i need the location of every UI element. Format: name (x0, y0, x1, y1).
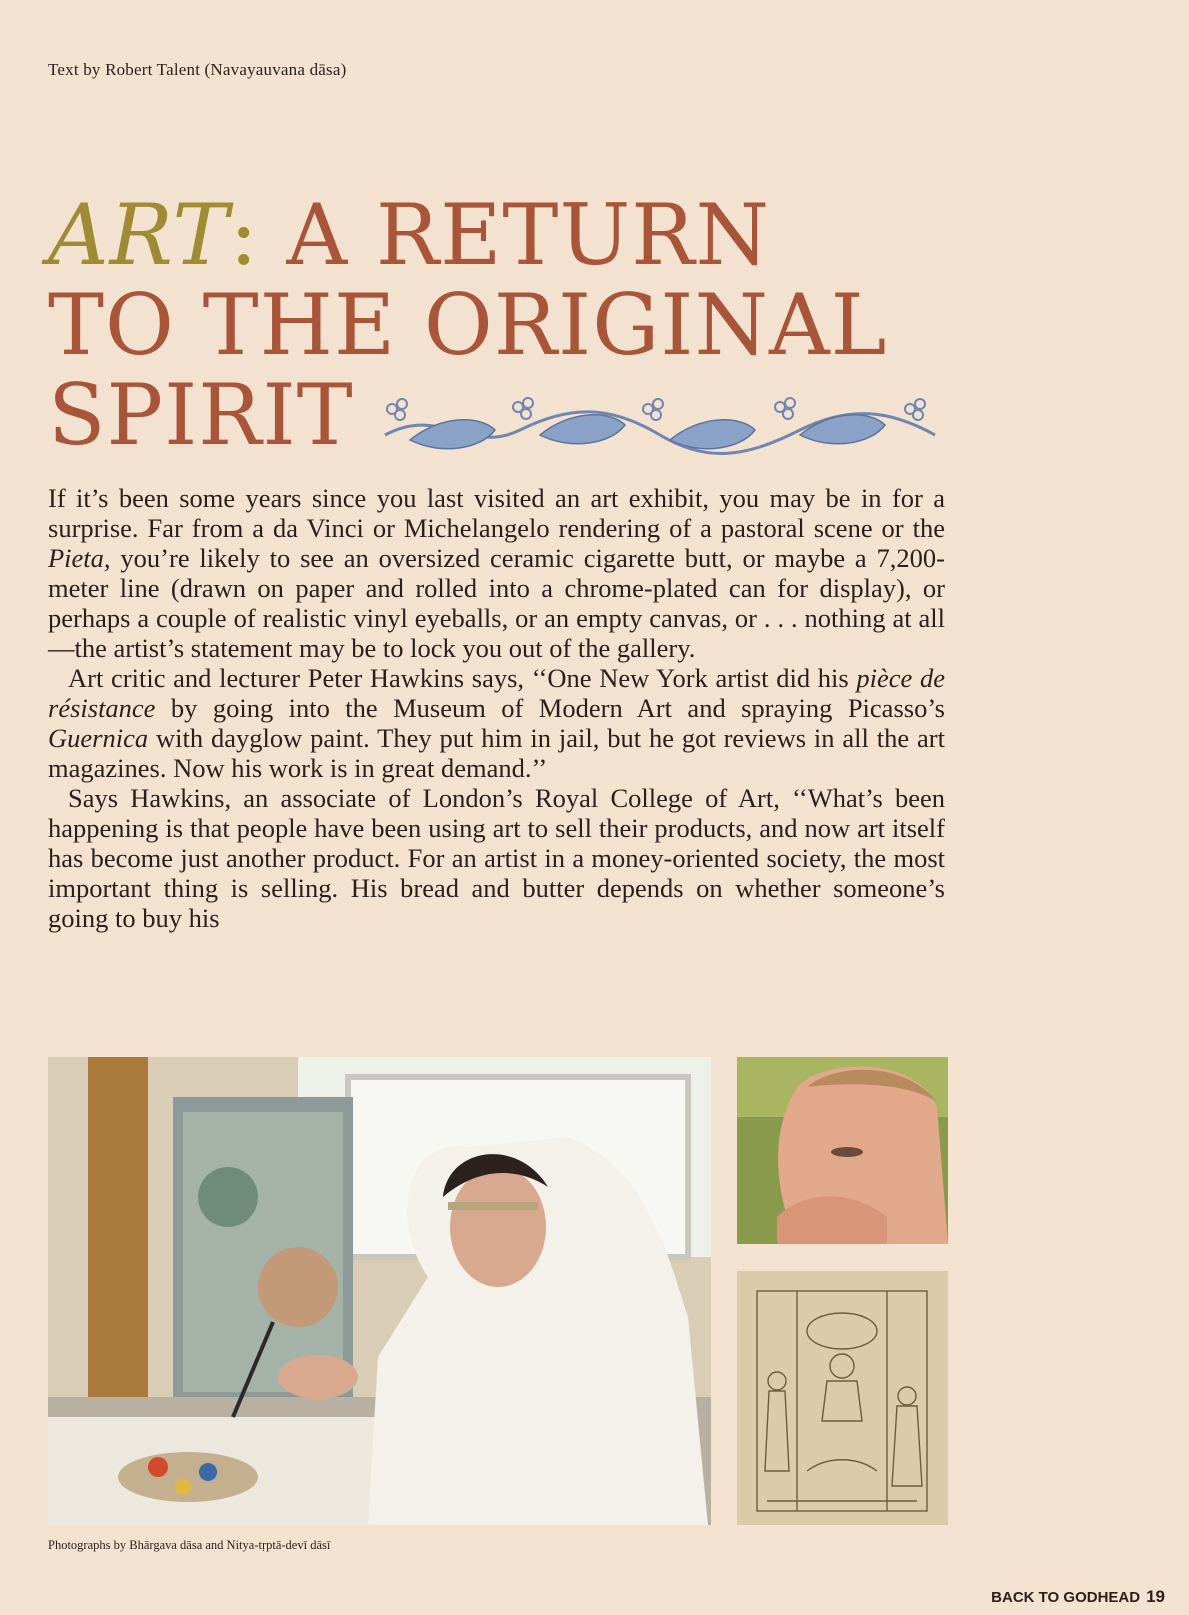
title-colon: : (229, 186, 259, 284)
photo-peter-hawkins (737, 1057, 948, 1244)
title-line-3: SPIRIT (48, 366, 354, 464)
paragraph-1: If it’s been some years since you last visited an art exhibit, you may be in for a surprise. Far from a da Vinci or Michelangelo rendering of a pastoral scene or the Pieta, you’re likely to see an oversized ceramic cigarette butt, or maybe a 7,200-meter line (drawn on paper and rolled into a chrome-plated can for display), or perhaps a couple of realistic vinyl eyeballs, or an empty canvas, or . . . nothing at all—the artist’s statement may be to lock you out of the gallery. (48, 483, 945, 663)
leaf-vine-ornament-icon (380, 395, 940, 465)
article-body (48, 483, 945, 933)
page-footer (991, 1587, 1165, 1607)
title-return: A RETURN (286, 186, 770, 284)
title-line-1 (48, 186, 948, 284)
photo-artist-painting (48, 1057, 711, 1525)
paragraph-3: Says Hawkins, an associate of London’s Royal College of Art, ‘‘What’s been happening is that people have been using art to sell their products, and now art itself has become just another product. For an artist in a money-oriented society, the most important thing is selling. His bread and butter depends on whether someone’s going to buy his (48, 783, 945, 933)
photo-credit: Photographs by Bhārgava dāsa and Nitya-tṛptā-devī dāsī (48, 1538, 331, 1552)
photo-sketch-drawing (737, 1271, 948, 1525)
paragraph-2: Art critic and lecturer Peter Hawkins says, ‘‘One New York artist did his pièce de résistance by going into the Museum of Modern Art and spraying Picasso’s Guernica with dayglow paint. They put him in jail, but he got reviews in all the art magazines. Now his work is in great demand.’’ (48, 663, 945, 783)
byline: Text by Robert Talent (Navayauvana dāsa) (48, 60, 347, 79)
magazine-name: BACK TO GODHEAD (991, 1589, 1141, 1606)
title-art: ART (48, 186, 230, 284)
page-number: 19 (1146, 1587, 1165, 1606)
title-line-2: TO THE ORIGINAL (48, 276, 888, 374)
